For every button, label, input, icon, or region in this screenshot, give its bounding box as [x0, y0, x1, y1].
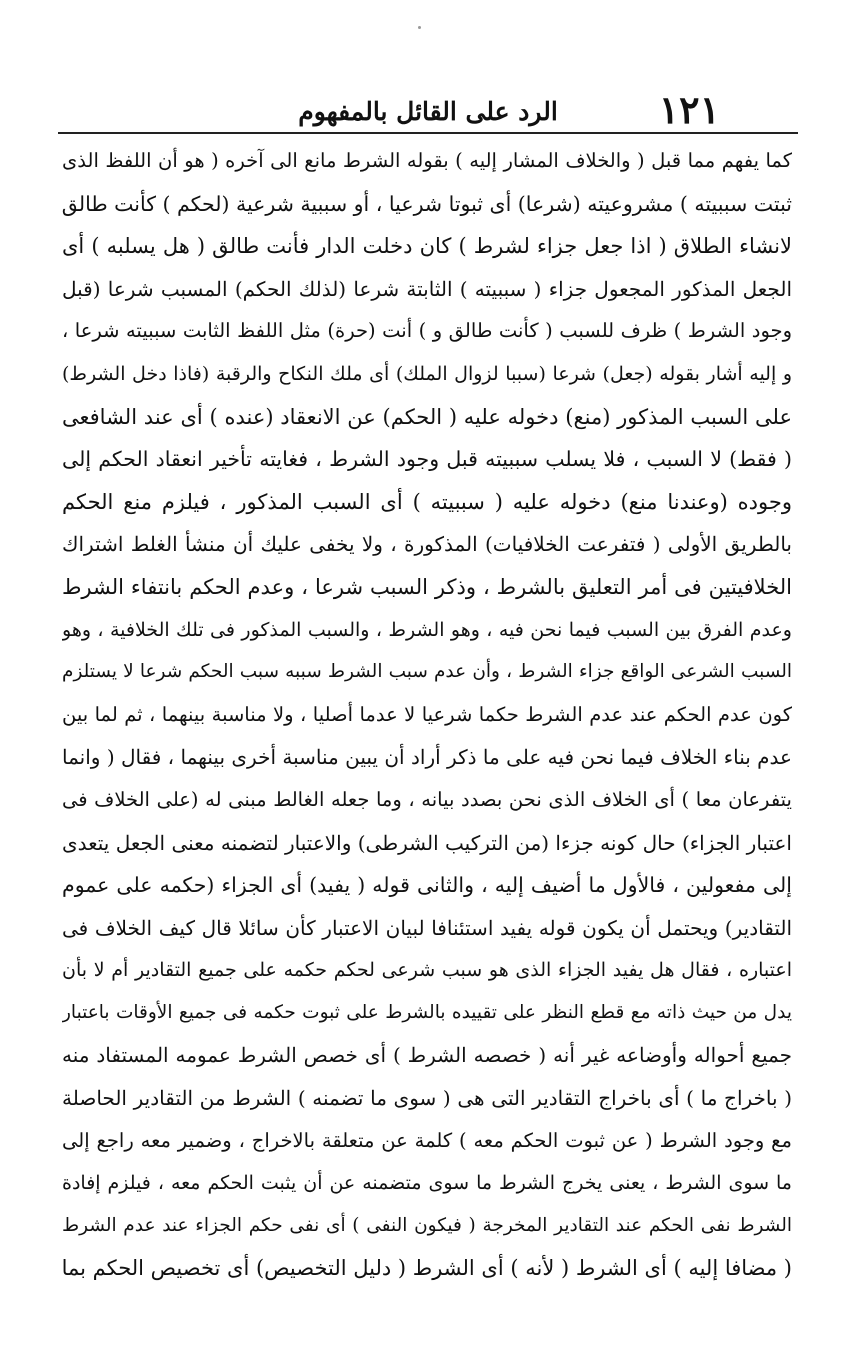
text-line: اعتباره ، فقال هل يفيد الجزاء الذى هو سبب شرعى لحكم حكمه على جميع التقادير أم لا بأن — [62, 959, 792, 982]
text-line: اعتبار الجزاء) حال كونه جزءا (من التركيب الشرطى) والاعتبار لتضمنه معنى الجعل يتعدى — [62, 830, 792, 855]
text-line: وجود الشرط ) ظرف للسبب ( كأنت طالق و ) أنت (حرة) مثل اللفظ الثابت سببيته شرعا ، — [62, 319, 792, 343]
text-line: على السبب المذكور (منع) دخوله عليه ( الحكم) عن الانعقاد (عنده ) أى عند الشافعى — [62, 404, 792, 429]
text-line: لانشاء الطلاق ( اذا جعل جزاء لشرط ) كان دخلت الدار فأنت طالق ( هل يسلبه ) أى — [62, 234, 792, 259]
text-line: بالطريق الأولى ( فتفرعت الخلافيات) المذكورة ، ولا يخفى عليك أن منشأ الغلط اشتراك — [62, 532, 792, 557]
header-rule — [58, 132, 798, 134]
text-line: ما سوى الشرط ، يعنى يخرج الشرط ما سوى متضمنه عن أن يثبت الحكم معه ، فيلزم إفادة — [62, 1172, 792, 1195]
text-line: الشرط نفى الحكم عند التقادير المخرجة ( فيكون النفى ) أى نفى حكم الجزاء عند عدم الشرط — [62, 1214, 792, 1236]
text-line: ( فقط) لا السبب ، فلا يسلب سببيته قبل وجود الشرط ، فغايته تأخير انعقاد الحكم إلى — [62, 447, 792, 472]
text-line: ( مضافا إليه ) أى الشرط ( لأنه ) أى الشرط ( دليل التخصيص) أى تخصيص الحكم بما — [62, 1256, 792, 1281]
text-line: الجعل المذكور المجعول جزاء ( سببيته ) الثابتة شرعا (لذلك الحكم) المسبب شرعا (قبل — [62, 276, 792, 301]
text-line: كون عدم الحكم عند عدم الشرط حكما شرعيا لا عدما أصليا ، ولا مناسبة بينهما ، ثم لما بين — [62, 702, 792, 726]
text-line: وجوده (وعندنا منع) دخوله عليه ( سببيته ) أى السبب المذكور ، فيلزم منع الحكم — [62, 489, 792, 514]
text-line: عدم بناء الخلاف فيما نحن فيه على ما ذكر أراد أن يبين مناسبة أخرى بينهما ، فقال ( وانما — [62, 745, 792, 770]
text-line: الخلافيتين فى أمر التعليق بالشرط ، وذكر السبب شرعا ، وعدم الحكم بانتفاء الشرط — [62, 574, 792, 599]
text-line: مع وجود الشرط ( عن ثبوت الحكم معه ) كلمة عن متعلقة بالاخراج ، وضمير معه راجع إلى — [62, 1128, 792, 1152]
page-header — [58, 88, 798, 132]
page-number: ١٢١ — [658, 87, 720, 132]
text-line: جميع أحواله وأوضاعه غير أنه ( خصصه الشرط ) أى خصص الشرط عمومه المستفاد منه — [62, 1043, 792, 1068]
text-line: التقادير) ويحتمل أن يكون قوله يفيد استئنافا لبيان الاعتبار كأن سائلا قال كيف الخلاف فى — [62, 915, 792, 940]
text-line: ( باخراج ما ) أى باخراج التقادير التى هى ( سوى ما تضمنه ) الشرط من التقادير الحاصلة — [62, 1086, 792, 1111]
text-line: و إليه أشار بقوله (جعل) شرعا (سببا لزوال الملك) أى ملك النكاح والرقبة (فاذا دخل الشرط) — [62, 362, 792, 385]
text-line: يتفرعان معا ) أى الخلاف الذى نحن بصدد بيانه ، وما جعله الغالط مبنى له (على الخلاف فى — [62, 787, 792, 811]
text-line: السبب الشرعى الواقع جزاء الشرط ، وأن عدم سبب الشرط سببه سبب الحكم شرعا لا يستلزم — [62, 661, 792, 683]
text-line: إلى مفعولين ، فالأول ما أضيف إليه ، والثانى قوله ( يفيد) أى الجزاء (حكمه على عموم — [62, 873, 792, 898]
scan-speck — [418, 26, 421, 29]
text-line: يدل من حيث ذاته مع قطع النظر على تقييده بالشرط على ثبوت حكمه فى جميع الأوقات باعتبار — [62, 1001, 792, 1023]
body-text — [62, 140, 792, 1290]
text-line: وعدم الفرق بين السبب فيما نحن فيه ، وهو الشرط ، والسبب المذكور فى تلك الخلافية ، وهو — [62, 618, 792, 641]
text-line: كما يفهم مما قبل ( والخلاف المشار إليه ) بقوله الشرط مانع الى آخره ( هو أن اللفظ الذى — [62, 149, 792, 172]
text-line: ثبتت سببيته ) مشروعيته (شرعا) أى ثبوتا شرعيا ، أو سببية شرعية (لحكم ) كأنت طالق — [62, 191, 792, 216]
running-title: الرد على القائل بالمفهوم — [298, 97, 558, 126]
